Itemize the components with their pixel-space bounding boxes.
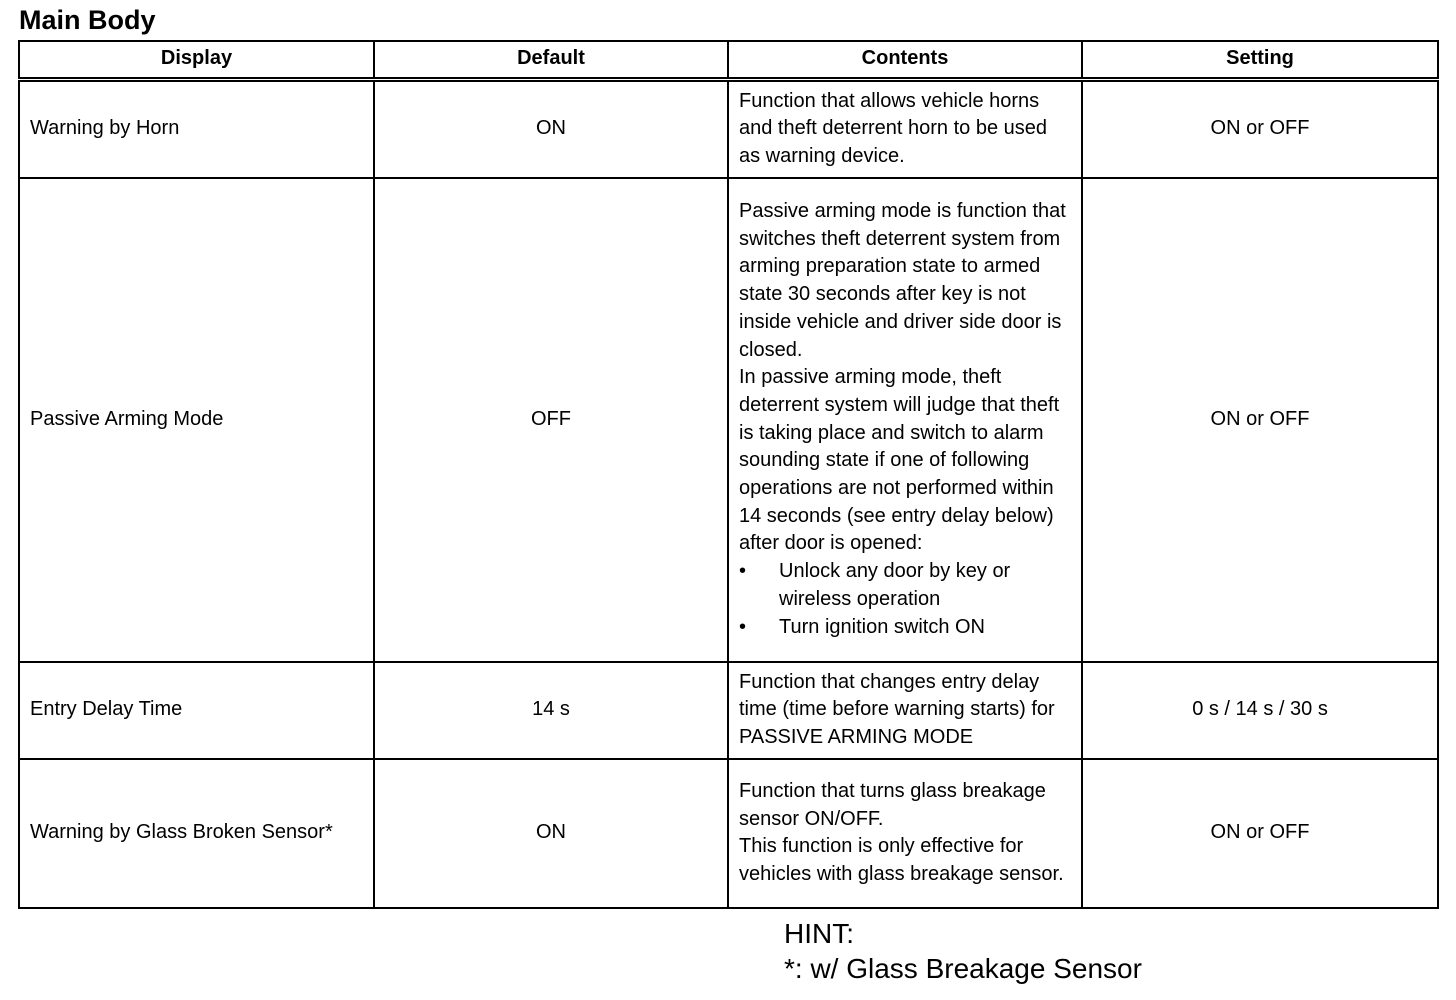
- cell-display: Entry Delay Time: [19, 662, 374, 759]
- cell-setting: ON or OFF: [1082, 178, 1438, 662]
- cell-default: 14 s: [374, 662, 728, 759]
- cell-display: Passive Arming Mode: [19, 178, 374, 662]
- cell-setting: ON or OFF: [1082, 79, 1438, 178]
- cell-setting: 0 s / 14 s / 30 s: [1082, 662, 1438, 759]
- table-row: [19, 662, 1438, 759]
- list-item: [739, 558, 1071, 613]
- header-default: Default: [374, 41, 728, 79]
- header-contents: Contents: [728, 41, 1082, 79]
- contents-paragraph: Passive arming mode is function that switches theft deterrent system from arming preparation state to armed state 30 seconds after key is not inside vehicle and driver side door is closed.: [739, 199, 1066, 361]
- cell-contents: [728, 178, 1082, 662]
- cell-display: Warning by Glass Broken Sensor*: [19, 759, 374, 908]
- contents-paragraph: Function that turns glass breakage sensor ON/OFF.: [739, 779, 1046, 830]
- contents-paragraph: This function is only effective for vehicles with glass breakage sensor.: [739, 835, 1064, 885]
- table-row: [19, 178, 1438, 662]
- contents-paragraph: Function that allows vehicle horns and theft deterrent horn to be used as warning device.: [739, 89, 1047, 167]
- table-header-row: [19, 41, 1438, 79]
- cell-default: OFF: [374, 178, 728, 662]
- cell-contents: [728, 759, 1082, 908]
- section-title: Main Body: [19, 5, 156, 35]
- hint-footnote: *: w/ Glass Breakage Sensor: [784, 953, 1142, 984]
- header-setting: Setting: [1082, 41, 1438, 79]
- bullet-text: Unlock any door by key or wireless operation: [779, 560, 1011, 610]
- cell-default: ON: [374, 759, 728, 908]
- bullet-list: [739, 558, 1071, 641]
- cell-contents: [728, 662, 1082, 759]
- hint-note: [784, 916, 1142, 986]
- bullet-symbol: •: [739, 560, 747, 583]
- bullet-symbol: •: [739, 615, 747, 638]
- cell-contents: [728, 79, 1082, 178]
- cell-setting: ON or OFF: [1082, 759, 1438, 908]
- table-row: [19, 759, 1438, 908]
- hint-label: HINT:: [784, 918, 854, 949]
- contents-paragraph: In passive arming mode, theft deterrent system will judge that theft is taking place and switch to alarm sounding state if one of following operations are not performed within 14 seconds (see entry delay below) after door is opened:: [739, 366, 1060, 555]
- settings-table: [18, 40, 1439, 909]
- header-display: Display: [19, 41, 374, 79]
- cell-default: ON: [374, 79, 728, 178]
- table-row: [19, 79, 1438, 178]
- bullet-text: Turn ignition switch ON: [779, 615, 985, 638]
- list-item: [739, 614, 1071, 642]
- contents-paragraph: Function that changes entry delay time (time before warning starts) for PASSIVE ARMING MODE: [739, 670, 1055, 749]
- cell-display: Warning by Horn: [19, 79, 374, 178]
